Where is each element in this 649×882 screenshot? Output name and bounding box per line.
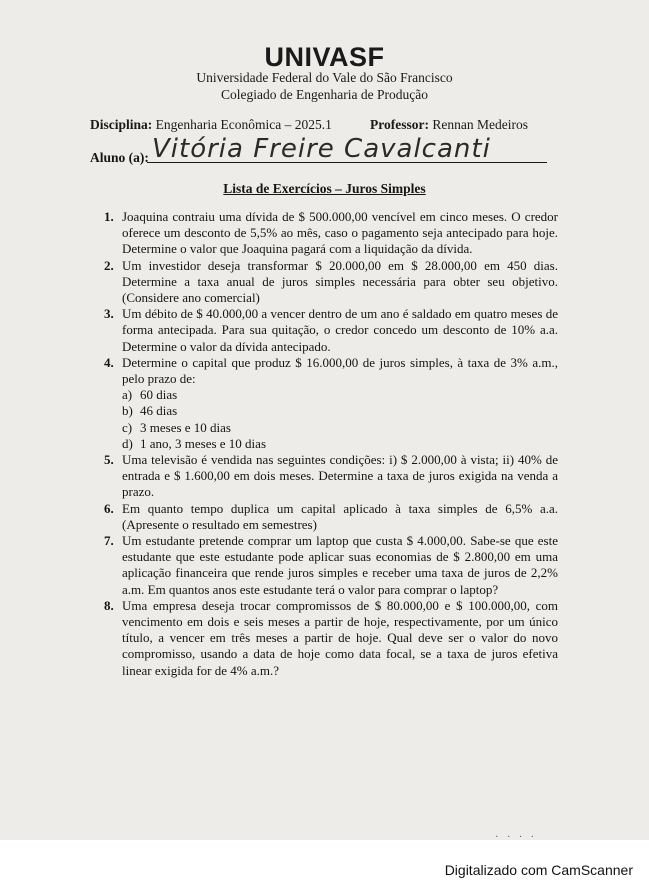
exercise-item bbox=[104, 306, 558, 355]
exercise-text: Joaquina contraiu uma dívida de $ 500.000,00 vencível em cinco meses. O credor oferece um desconto de 5,5% ao mês, caso o pagamento seja antecipado para hoje. Determine o valor que Joaquina pagará com a liquidação da dívida. bbox=[122, 209, 558, 257]
professor-label: Professor: bbox=[370, 117, 429, 132]
subitem-text: 3 meses e 10 dias bbox=[140, 419, 231, 435]
exercise-number: 1. bbox=[104, 209, 114, 224]
subitem bbox=[122, 436, 558, 452]
student-name-underline bbox=[147, 162, 547, 163]
exercise-text: Um débito de $ 40.000,00 a vencer dentro de um ano é saldado em quatro meses de forma antecipada. Para sua quitação, o credor concedo um desconto de 10% a.a. Determine o valor da dívida antecipado. bbox=[122, 306, 558, 354]
exercise-text: Um investidor deseja transformar $ 20.000,00 em $ 28.000,00 em 450 dias. Determine a taxa anual de juros simples necessária para obter seu objetivo. (Considere ano comercial) bbox=[122, 257, 558, 306]
subitem-letter: d) bbox=[122, 435, 133, 451]
univasf-logo: UNIVASF bbox=[264, 42, 385, 72]
discipline-value: Engenharia Econômica – 2025.1 bbox=[155, 117, 332, 132]
professor-value: Rennan Medeiros bbox=[432, 117, 528, 132]
subitem bbox=[122, 387, 558, 403]
exercise-text: Uma televisão é vendida nas seguintes condições: i) $ 2.000,00 à vista; ii) 40% de entrada e $ 1.600,00 em dois meses. Determine a taxa de juros exigida na venda a prazo. bbox=[122, 452, 558, 500]
subitem bbox=[122, 403, 558, 419]
scan-artifact-dots: · · · · bbox=[495, 832, 537, 843]
exercise-item bbox=[104, 500, 558, 533]
exercise-item bbox=[104, 533, 558, 598]
exercise-number: 6. bbox=[104, 500, 114, 516]
university-name: Universidade Federal do Vale do São Francisco bbox=[196, 70, 453, 85]
subitem-letter: c) bbox=[122, 419, 133, 435]
exercise-number: 3. bbox=[104, 306, 114, 322]
page-title: Lista de Exercícios – Juros Simples bbox=[223, 181, 426, 196]
subitem bbox=[122, 420, 558, 436]
exercise-item bbox=[104, 257, 558, 307]
exercise-text: Um estudante pretende comprar um laptop que custa $ 4.000,00. Sabe-se que este estudante que este estudante pode aplicar suas economias de $ 2.800,00 em uma aplicação financeira que rende juros simples e receber uma taxa de juros de 2,2% a.m. Em quantos anos este estudante terá o valor para comprar o laptop? bbox=[122, 533, 558, 597]
college-name: Colegiado de Engenharia de Produção bbox=[221, 87, 428, 102]
subitem-text: 46 dias bbox=[140, 403, 178, 419]
exercise-text: Em quanto tempo duplica um capital aplicado à taxa simples de 6,5% a.a. (Apresente o resultado em semestres) bbox=[122, 500, 558, 532]
student-label: Aluno (a): bbox=[90, 150, 149, 165]
subitem-text: 1 ano, 3 meses e 10 dias bbox=[140, 435, 267, 451]
exercise-item bbox=[104, 209, 558, 258]
discipline-label: Disciplina: bbox=[90, 117, 153, 132]
exercise-list bbox=[104, 209, 558, 679]
exercise-number: 8. bbox=[104, 597, 114, 613]
exercise-number: 7. bbox=[104, 533, 114, 549]
student-name-handwritten: Vitória Freire Cavalcanti bbox=[152, 134, 491, 164]
exercise-item bbox=[104, 452, 558, 501]
exercise-text: Uma empresa deseja trocar compromissos de $ 80.000,00 e $ 100.000,00, com vencimento em dois e seis meses a partir de hoje, respectivamente, por um único título, a vencer em três meses a partir de hoje. Qual deve ser o valor do novo compromisso, usando a data de hoje como data focal, se a taxa de juros efetiva linear exigida for de 4% a.m.? bbox=[122, 597, 558, 678]
professor-line bbox=[370, 117, 528, 133]
exercise-number: 2. bbox=[104, 257, 114, 273]
subitem-list bbox=[122, 387, 558, 452]
exercise-text: Determine o capital que produz $ 16.000,00 de juros simples, à taxa de 3% a.m., pelo prazo de: bbox=[122, 354, 558, 387]
exercise-number: 5. bbox=[104, 452, 114, 468]
subitem-text: 60 dias bbox=[140, 387, 178, 403]
exercise-number: 4. bbox=[104, 354, 114, 370]
exercise-item bbox=[104, 354, 558, 452]
subitem-letter: a) bbox=[122, 387, 133, 403]
camscanner-watermark: Digitalizado com CamScanner bbox=[444, 862, 633, 878]
discipline-line bbox=[90, 117, 332, 133]
exercise-item bbox=[104, 597, 558, 679]
subitem-letter: b) bbox=[122, 403, 133, 419]
